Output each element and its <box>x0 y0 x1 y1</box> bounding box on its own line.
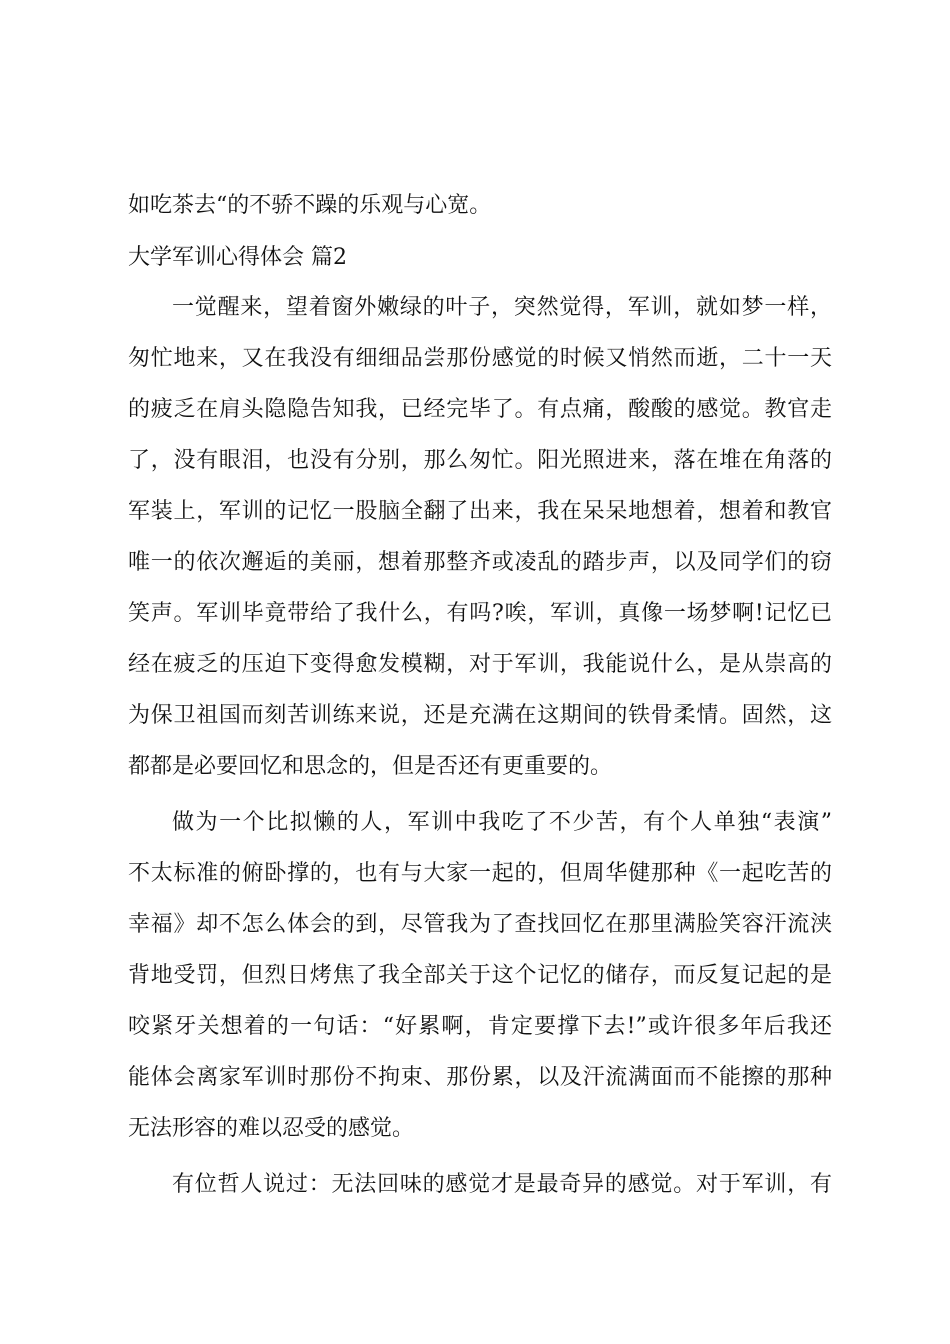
text-line-14: 不太标准的俯卧撑的，也有与大家一起的，但周华健那种《一起吃苦的 <box>128 861 832 886</box>
text-line-15: 幸福》却不怎么体会的到，尽管我为了查找回忆在那里满脸笑容汗流浃 <box>128 912 832 937</box>
text-line-19: 无法形容的难以忍受的感觉。 <box>128 1116 415 1141</box>
text-line-1: 如吃茶去“的不骄不躁的乐观与心宽。 <box>128 193 492 218</box>
section-heading: 大学军训心得体会 篇2 <box>128 245 347 270</box>
text-line-18: 能体会离家军训时那份不拘束、那份累，以及汗流满面而不能擦的那种 <box>128 1065 832 1090</box>
text-line-6: 了，没有眼泪，也没有分别，那么匆忙。阳光照进来，落在堆在角落的 <box>128 448 832 473</box>
text-line-20: 有位哲人说过：无法回味的感觉才是最奇异的感觉。对于军训，有 <box>172 1172 832 1197</box>
text-line-13: 做为一个比拟懒的人，军训中我吃了不少苦，有个人单独“表演” <box>172 810 832 835</box>
text-line-9: 笑声。军训毕竟带给了我什么，有吗?唉，军训，真像一场梦啊!记忆已 <box>128 601 832 626</box>
text-line-16: 背地受罚，但烈日烤焦了我全部关于这个记忆的储存，而反复记起的是 <box>128 963 832 988</box>
text-line-12: 都都是必要回忆和思念的，但是否还有更重要的。 <box>128 754 613 779</box>
text-line-17: 咬紧牙关想着的一句话：“好累啊，肯定要撑下去!”或许很多年后我还 <box>128 1014 832 1039</box>
text-line-8: 唯一的依次邂逅的美丽，想着那整齐或凌乱的踏步声，以及同学们的窃 <box>128 550 832 575</box>
text-line-7: 军装上，军训的记忆一股脑全翻了出来，我在呆呆地想着，想着和教官 <box>128 499 832 524</box>
text-line-11: 为保卫祖国而刻苦训练来说，还是充满在这期间的铁骨柔情。固然，这 <box>128 703 832 728</box>
text-line-4: 匆忙地来，又在我没有细细品尝那份感觉的时候又悄然而逝，二十一天 <box>128 346 832 371</box>
text-line-3: 一觉醒来，望着窗外嫩绿的叶子，突然觉得，军训，就如梦一样， <box>172 295 832 320</box>
text-line-5: 的疲乏在肩头隐隐告知我，已经完毕了。有点痛，酸酸的感觉。教官走 <box>128 397 832 422</box>
text-line-10: 经在疲乏的压迫下变得愈发模糊，对于军训，我能说什么，是从崇高的 <box>128 652 832 677</box>
